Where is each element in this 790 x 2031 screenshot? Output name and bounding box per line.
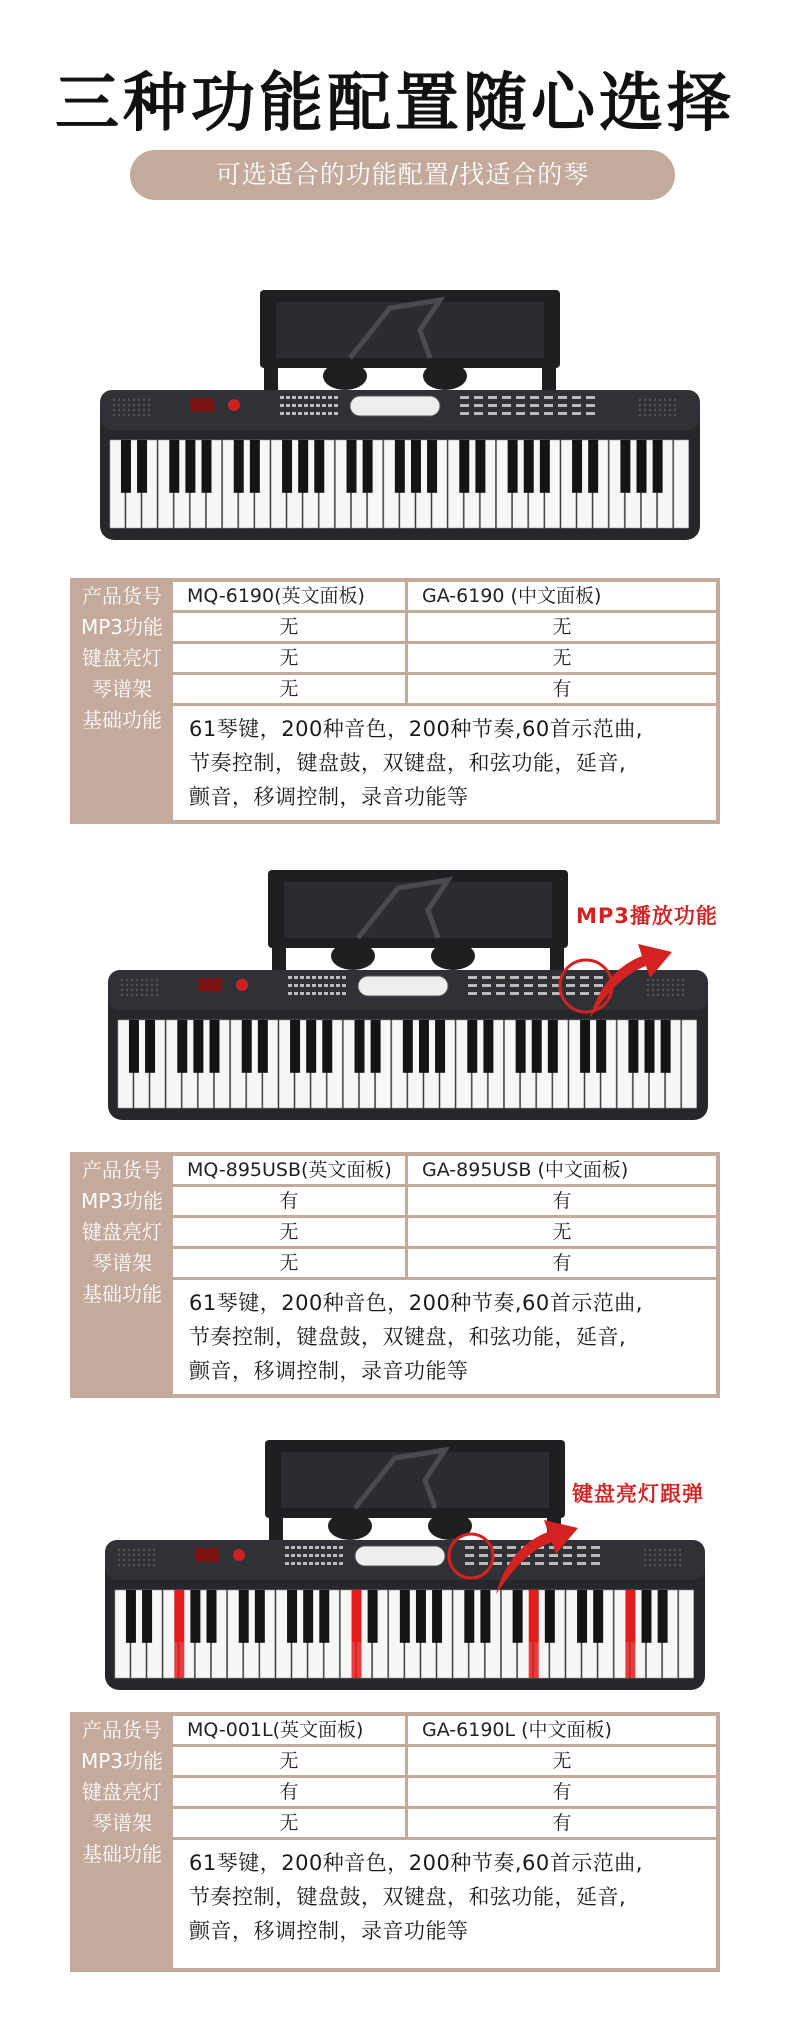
features-line: 节奏控制，键盘鼓，双键盘，和弦功能，延音, xyxy=(189,1325,627,1349)
black-key xyxy=(403,1020,413,1073)
spec-row-lights xyxy=(74,644,716,672)
callout-arrow-icon xyxy=(580,928,680,1028)
spec-table-3 xyxy=(70,1712,720,1972)
label-features: 基础功能 xyxy=(82,1282,162,1306)
key-light-glow xyxy=(625,1643,635,1678)
mp3-chinese: 无 xyxy=(408,1747,716,1775)
subtitle-banner: 可选适合的功能配置/找适合的琴 xyxy=(130,150,675,200)
music-stand xyxy=(260,290,560,398)
callout-lights: 键盘亮灯跟弹 xyxy=(572,1482,704,1506)
black-key xyxy=(303,1590,313,1643)
black-key xyxy=(475,440,485,493)
black-key xyxy=(540,440,550,493)
mp3-english: 无 xyxy=(173,1747,405,1775)
label-lights: 键盘亮灯 xyxy=(82,1220,162,1244)
black-key xyxy=(137,440,147,493)
label-features: 基础功能 xyxy=(82,708,162,732)
black-key xyxy=(142,1590,152,1643)
black-key xyxy=(234,440,244,493)
black-key xyxy=(319,1590,329,1643)
black-key xyxy=(588,440,598,493)
black-key xyxy=(642,1590,652,1643)
label-mp3: MP3功能 xyxy=(80,1749,164,1773)
black-key xyxy=(508,440,518,493)
black-key xyxy=(177,1020,187,1073)
model-english: MQ-895USB(英文面板) xyxy=(173,1156,405,1184)
label-model: 产品货号 xyxy=(82,1158,162,1182)
black-key xyxy=(363,440,373,493)
black-key xyxy=(210,1020,220,1073)
spec-row-mp3 xyxy=(74,1187,716,1215)
black-key xyxy=(322,1020,332,1073)
model-english: MQ-6190(英文面板) xyxy=(173,582,405,610)
stand-chinese: 有 xyxy=(408,1809,716,1837)
lights-chinese: 无 xyxy=(408,644,716,672)
spec-row-stand xyxy=(74,1809,716,1837)
features-line: 颤音，移调控制，录音功能等 xyxy=(189,785,469,809)
black-key xyxy=(306,1020,316,1073)
black-key xyxy=(467,1020,477,1073)
label-stand: 琴谱架 xyxy=(92,1251,152,1275)
spec-row-features xyxy=(74,1280,716,1394)
black-key xyxy=(145,1020,155,1073)
black-key xyxy=(400,1590,410,1643)
black-key xyxy=(239,1590,249,1643)
black-key xyxy=(516,1020,526,1073)
black-key xyxy=(483,1020,493,1073)
label-model: 产品货号 xyxy=(82,1718,162,1742)
lights-english: 无 xyxy=(173,644,405,672)
stand-chinese: 有 xyxy=(408,1249,716,1277)
black-key xyxy=(207,1590,217,1643)
label-stand: 琴谱架 xyxy=(92,677,152,701)
spec-table-2 xyxy=(70,1152,720,1398)
features-line: 61琴键，200种音色，200种节奏,60首示范曲, xyxy=(189,1291,643,1315)
lit-black-key xyxy=(352,1590,362,1643)
black-key xyxy=(419,1020,429,1073)
black-key xyxy=(427,440,437,493)
black-key xyxy=(287,1590,297,1643)
spec-row-lights xyxy=(74,1218,716,1246)
spec-row-model xyxy=(74,582,716,610)
key-light-glow xyxy=(529,1643,539,1678)
mp3-chinese: 有 xyxy=(408,1187,716,1215)
spec-row-mp3 xyxy=(74,1747,716,1775)
black-key xyxy=(658,1590,668,1643)
black-key xyxy=(435,1020,445,1073)
white-key xyxy=(674,440,689,528)
black-key xyxy=(290,1020,300,1073)
black-key xyxy=(411,440,421,493)
spec-row-stand xyxy=(74,675,716,703)
spec-row-model xyxy=(74,1156,716,1184)
spec-row-features xyxy=(74,1840,716,1968)
black-key xyxy=(368,1590,378,1643)
mp3-chinese: 无 xyxy=(408,613,716,641)
model-chinese: GA-6190L (中文面板) xyxy=(408,1716,716,1744)
callout-mp3: MP3播放功能 xyxy=(576,904,718,928)
features-line: 颤音，移调控制，录音功能等 xyxy=(189,1359,469,1383)
label-stand: 琴谱架 xyxy=(92,1811,152,1835)
white-key xyxy=(682,1020,697,1108)
lights-english: 有 xyxy=(173,1778,405,1806)
black-key xyxy=(572,440,582,493)
black-key xyxy=(532,1020,542,1073)
stand-english: 无 xyxy=(173,1809,405,1837)
black-key xyxy=(371,1020,381,1073)
stand-chinese: 有 xyxy=(408,675,716,703)
spec-table-1 xyxy=(70,578,720,824)
black-key xyxy=(298,440,308,493)
stand-english: 无 xyxy=(173,1249,405,1277)
spec-row-lights xyxy=(74,1778,716,1806)
black-key xyxy=(121,440,131,493)
features-line: 颤音，移调控制，录音功能等 xyxy=(189,1919,469,1943)
black-key xyxy=(653,440,663,493)
key-light-glow xyxy=(174,1643,184,1678)
page-title: 三种功能配置随心选择 xyxy=(55,66,735,141)
model-chinese: GA-6190 (中文面板) xyxy=(408,582,716,610)
lit-black-key xyxy=(625,1590,635,1643)
label-lights: 键盘亮灯 xyxy=(82,646,162,670)
spec-row-features xyxy=(74,706,716,820)
black-key xyxy=(395,440,405,493)
mp3-english: 无 xyxy=(173,613,405,641)
black-key xyxy=(202,440,212,493)
black-key xyxy=(524,440,534,493)
black-key xyxy=(282,440,292,493)
features-line: 节奏控制，键盘鼓，双键盘，和弦功能，延音, xyxy=(189,1885,627,1909)
black-key xyxy=(190,1590,200,1643)
spec-row-model xyxy=(74,1716,716,1744)
black-key xyxy=(459,440,469,493)
spec-row-stand xyxy=(74,1249,716,1277)
black-key xyxy=(593,1590,603,1643)
black-key xyxy=(464,1590,474,1643)
lit-black-key xyxy=(174,1590,184,1643)
black-key xyxy=(258,1020,268,1073)
features-line: 61琴键，200种音色，200种节奏,60首示范曲, xyxy=(189,717,643,741)
white-key xyxy=(679,1590,694,1678)
black-key xyxy=(355,1020,365,1073)
label-mp3: MP3功能 xyxy=(80,615,164,639)
black-key xyxy=(637,440,647,493)
label-model: 产品货号 xyxy=(82,584,162,608)
lights-chinese: 有 xyxy=(408,1778,716,1806)
label-mp3: MP3功能 xyxy=(80,1189,164,1213)
features-text xyxy=(173,1840,716,1968)
label-lights: 键盘亮灯 xyxy=(82,1780,162,1804)
label-features: 基础功能 xyxy=(82,1842,162,1866)
model-english: MQ-001L(英文面板) xyxy=(173,1716,405,1744)
mp3-english: 有 xyxy=(173,1187,405,1215)
callout-arrow-icon xyxy=(486,1504,586,1604)
stand-english: 无 xyxy=(173,675,405,703)
music-stand xyxy=(268,870,568,978)
black-key xyxy=(255,1590,265,1643)
lights-chinese: 无 xyxy=(408,1218,716,1246)
black-key xyxy=(432,1590,442,1643)
lights-english: 无 xyxy=(173,1218,405,1246)
key-light-glow xyxy=(352,1643,362,1678)
black-key xyxy=(169,440,179,493)
black-key xyxy=(193,1020,203,1073)
features-text xyxy=(173,706,716,820)
spec-row-mp3 xyxy=(74,613,716,641)
black-key xyxy=(314,440,324,493)
keyboard-image-1 xyxy=(100,290,700,550)
model-chinese: GA-895USB (中文面板) xyxy=(408,1156,716,1184)
features-line: 节奏控制，键盘鼓，双键盘，和弦功能，延音, xyxy=(189,751,627,775)
black-key xyxy=(250,440,260,493)
black-key xyxy=(416,1590,426,1643)
black-key xyxy=(548,1020,558,1073)
black-key xyxy=(620,440,630,493)
black-key xyxy=(185,440,195,493)
black-key xyxy=(242,1020,252,1073)
features-text xyxy=(173,1280,716,1394)
features-line: 61琴键，200种音色，200种节奏,60首示范曲, xyxy=(189,1851,643,1875)
black-key xyxy=(347,440,357,493)
black-key xyxy=(129,1020,139,1073)
black-key xyxy=(126,1590,136,1643)
